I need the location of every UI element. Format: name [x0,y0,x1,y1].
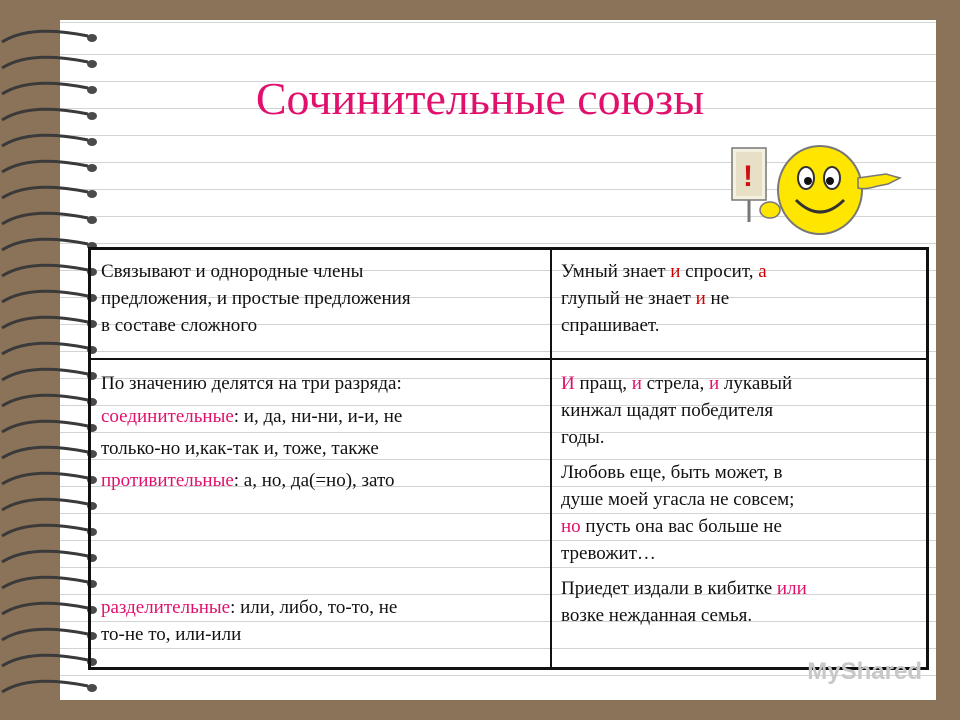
watermark-logo: MyShared [807,658,922,685]
adversative-line: противительные: а, но, да(=но), зато [101,470,395,491]
spiral-ring [2,525,88,536]
table-column-divider [550,250,552,667]
example-line: Приедет издали в кибитке или [561,578,807,599]
spiral-ring [2,239,88,250]
spiral-ring [2,57,88,68]
disjunctive-line: разделительные: или, либо, то-то, не [101,597,398,618]
row1-left-line: предложения, и простые предложения [101,288,411,309]
spiral-ring [2,135,88,146]
union-highlight: а [758,261,767,282]
example-line: Умный знает и спросит, а [561,261,767,282]
spiral-hole [87,34,97,42]
spiral-hole [87,216,97,224]
spiral-ring [2,343,88,354]
conjunctions-table [88,247,929,670]
example-line: Любовь еще, быть может, в [561,462,783,483]
svg-text:!: ! [743,160,753,193]
spiral-ring [2,551,88,562]
spiral-ring [2,395,88,406]
disjunctive-line: то-не то, или-или [101,624,242,645]
row1-left-line: в составе сложного [101,315,258,336]
example-line: И пращ, и стрела, и лукавый [561,373,793,394]
spiral-ring [2,161,88,172]
connective-line: только-но и,как-так и, тоже, также [101,438,379,459]
spiral-ring [2,577,88,588]
spiral-hole [87,164,97,172]
table-row-divider [91,358,926,360]
spiral-ring [2,291,88,302]
example-line: спрашивает. [561,315,660,336]
spiral-ring [2,265,88,276]
spiral-ring [2,603,88,614]
spiral-ring [2,499,88,510]
union-highlight: и [695,288,706,309]
intro-line: По значению делятся на три разряда: [101,373,402,394]
example-line: кинжал щадят победителя [561,400,774,421]
row2-left-disjunctive [101,594,541,648]
example-line: душе моей угасла не совсем; [561,489,795,510]
spiral-hole [87,190,97,198]
spiral-hole [87,684,97,692]
row1-left-line: Связывают и однородные члены [101,261,364,282]
union-highlight: и [670,261,681,282]
row1-left-cell [101,258,411,339]
term-connective: соединительные [101,406,234,427]
spiral-ring [2,655,88,666]
spiral-ring [2,421,88,432]
term-adversative: противительные [101,470,234,491]
spiral-ring [2,369,88,380]
row2-right-cell [561,370,921,629]
spiral-ring [2,447,88,458]
spiral-ring [2,629,88,640]
example-line: годы. [561,427,605,448]
spiral-hole [87,60,97,68]
row1-right-cell [561,258,767,339]
spiral-hole [87,138,97,146]
example-line: но пусть она вас больше не [561,516,782,537]
example-line: возке нежданная семья. [561,605,753,626]
spiral-ring [2,213,88,224]
spiral-ring [2,31,88,42]
example-line: тревожит… [561,543,656,564]
example-line: глупый не знает и не [561,288,730,309]
spiral-ring [2,317,88,328]
spiral-ring [2,681,88,692]
page-title: Сочинительные союзы [255,73,705,124]
spiral-ring [2,187,88,198]
connective-line: соединительные: и, да, ни-ни, и-и, не [101,406,403,427]
spiral-ring [2,473,88,484]
smiley-pointing-icon [728,140,908,240]
row2-left-cell [101,370,541,494]
term-disjunctive: разделительные [101,597,231,618]
